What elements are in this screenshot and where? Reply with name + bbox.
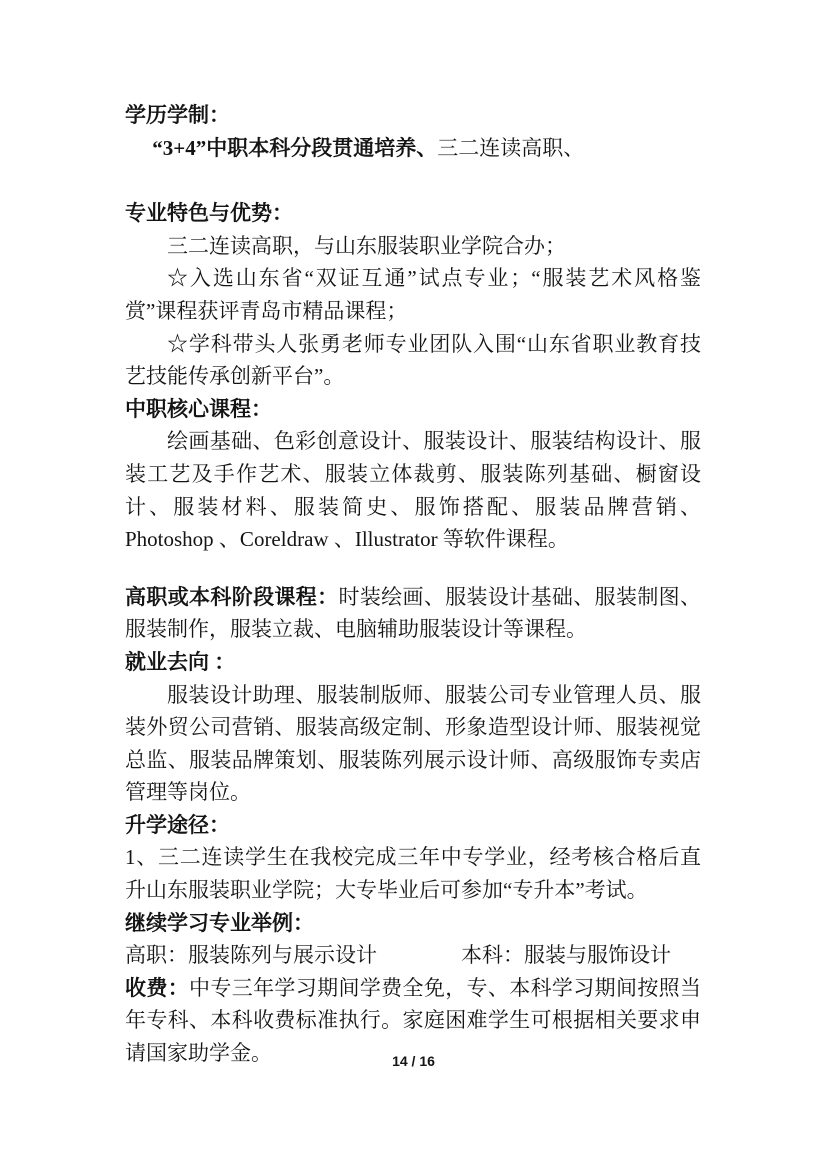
section-heading [125, 646, 701, 679]
body-paragraph [125, 132, 701, 165]
text-run: 中专三年学习期间学费全免，专、本科学习期间按照当年专科、本科收费标准执行。家庭困难学生可根据相关要求申请国家助学金。 [125, 975, 702, 1066]
text-run: 1、三二连读学生在我校完成三年中专学业，经考核合格后直升山东服装职业学院；大专毕业后可参加“专升本”考试。 [125, 845, 701, 903]
bold-text-run: 高职或本科阶段课程： [125, 584, 339, 609]
section-heading [125, 393, 701, 426]
section-heading [125, 907, 701, 940]
section-heading [125, 99, 701, 132]
text-run: 三二连读高职、 [437, 135, 585, 160]
text-run: 绘画基础、色彩创意设计、服装设计、服装结构设计、服装工艺及手作艺术、服装立体裁剪、服装陈列基础、橱窗设计、服装材料、服装简史、服饰搭配、服装品牌营销、Photoshop 、Coreldraw 、Illustrator 等软件课程。 [125, 429, 701, 552]
text-run: 高职：服装陈列与展示设计 本科：服装与服饰设计 [125, 943, 671, 968]
body-paragraph [125, 581, 701, 646]
page-number: 14 / 16 [392, 1053, 435, 1069]
bold-text-run: 专业特色与优势： [125, 201, 293, 226]
body-paragraph [125, 841, 701, 906]
text-run: 三二连读高职，与山东服装职业学院合办； [167, 233, 566, 258]
bold-text-run: 收费： [125, 975, 190, 1000]
body-paragraph [125, 425, 701, 555]
bold-text-run: “3+4”中职本科分段贯通培养、 [152, 135, 438, 160]
text-run: 服装设计助理、服装制版师、服装公司专业管理人员、服装外贸公司营销、服装高级定制、形象造型设计师、服装视觉总监、服装品牌策划、服装陈列展示设计师、高级服饰专卖店管理等岗位。 [125, 682, 701, 805]
text-run: 时装绘画、服装设计基础、服装制图、服装制作，服装立裁、电脑辅助服装设计等课程。 [125, 584, 702, 642]
bold-text-run: 继续学习专业举例： [125, 910, 314, 935]
section-heading [125, 809, 701, 842]
text-run: ☆学科带头人张勇老师专业团队入围“山东省职业教育技艺技能传承创新平台”。 [125, 331, 701, 389]
body-paragraph [125, 939, 701, 972]
bold-text-run: 升学途径： [125, 812, 230, 837]
body-paragraph [125, 328, 701, 393]
bold-text-run: 中职核心课程： [125, 396, 272, 421]
text-run: ☆入选山东省“双证互通”试点专业；“服装艺术风格鉴赏”课程获评青岛市精品课程； [125, 266, 701, 323]
body-paragraph [125, 230, 701, 263]
body-paragraph [125, 262, 701, 327]
document-body [125, 99, 701, 1070]
bold-text-run: 学历学制： [125, 103, 230, 127]
paragraph-spacer [125, 556, 701, 581]
bold-text-run: 就业去向 ： [125, 649, 236, 674]
body-paragraph [125, 679, 701, 809]
paragraph-spacer [125, 164, 701, 197]
section-heading [125, 197, 701, 230]
